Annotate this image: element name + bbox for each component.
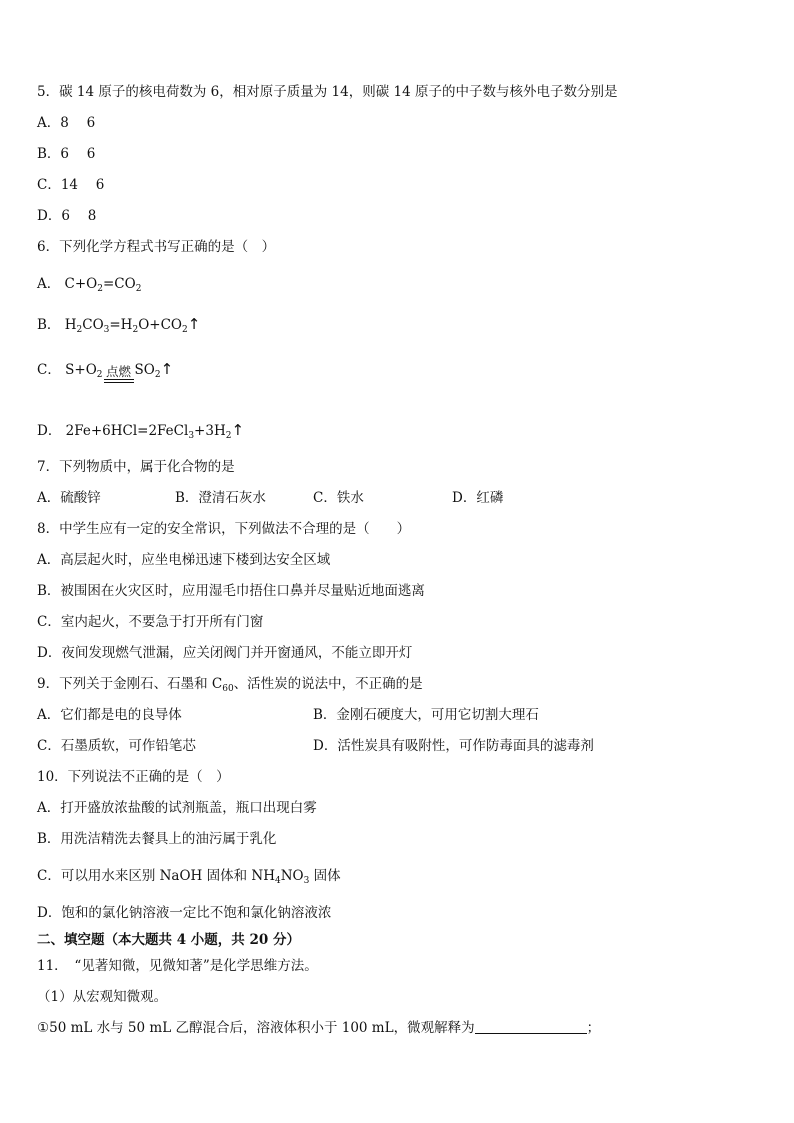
q9-option-c: C．石墨质软，可作铅笔芯 <box>37 738 196 754</box>
q10-option-c: C．可以用水来区别 NaOH 固体和 $NH_4NO_3$ 固体 <box>37 868 341 886</box>
q6-option-c: C． $S+O_2$ 点燃 $SO_2↑$ <box>37 354 173 390</box>
q7-stem: 7．下列物质中，属于化合物的是 <box>37 459 235 475</box>
q9-option-d: D．活性炭具有吸附性，可作防毒面具的滤毒剂 <box>313 738 594 754</box>
q9-stem: 9．下列关于金刚石、石墨和 $C_{60}$、活性炭的说法中，不正确的是 <box>37 676 423 694</box>
q10-stem: 10．下列说法不正确的是（ ） <box>37 769 230 785</box>
reaction-condition: 点燃 <box>104 365 134 389</box>
gas-arrow-icon: ↑ <box>231 421 245 439</box>
double-equals-sign <box>104 379 134 383</box>
q7-option-c: C．铁水 <box>313 490 364 506</box>
answer-blank[interactable] <box>475 1019 587 1034</box>
q6-option-d: D． $2Fe+6HCl=2FeCl_3+3H_2↑$ <box>37 421 245 441</box>
q5-option-b: B．6 6 <box>37 146 96 162</box>
q6-stem: 6．下列化学方程式书写正确的是（ ） <box>37 239 276 255</box>
q8-option-b: B．被围困在火灾区时，应用湿毛巾捂住口鼻并尽量贴近地面逃离 <box>37 583 425 599</box>
gas-arrow-icon: ↑ <box>160 360 174 378</box>
q5-stem: 5．碳 14 原子的核电荷数为 6，相对原子质量为 14，则碳 14 原子的中子数与核外电子数分别是 <box>37 84 618 100</box>
q5-option-d: D．6 8 <box>37 208 97 224</box>
q7-option-d: D．红磷 <box>452 490 504 506</box>
q6-option-a: A． $C+O_2=CO_2$ <box>37 276 142 294</box>
q7-option-a: A．硫酸锌 <box>37 490 101 506</box>
q9-option-b: B．金刚石硬度大，可用它切割大理石 <box>313 707 539 723</box>
q5-option-c: C．14 6 <box>37 177 105 193</box>
q10-option-b: B．用洗洁精洗去餐具上的油污属于乳化 <box>37 831 277 847</box>
q11-stem: 11． “见著知微，见微知著”是化学思维方法。 <box>37 958 318 974</box>
q9-option-a: A．它们都是电的良导体 <box>37 707 182 723</box>
q11-part-1: （1）从宏观知微观。 <box>37 989 168 1005</box>
q10-option-d: D．饱和的氯化钠溶液一定比不饱和氯化钠溶液浓 <box>37 905 332 921</box>
q6-option-b: B． $H_2CO_3=H_2O+CO_2↑$ <box>37 315 201 335</box>
q5-option-a: A．8 6 <box>37 115 96 131</box>
q8-option-a: A．高层起火时，应坐电梯迅速下楼到达安全区域 <box>37 552 331 568</box>
gas-arrow-icon: ↑ <box>187 315 201 333</box>
section-heading: 二、填空题（本大题共 4 小题，共 20 分） <box>37 932 300 948</box>
q10-option-a: A．打开盛放浓盐酸的试剂瓶盖，瓶口出现白雾 <box>37 800 317 816</box>
q8-option-d: D．夜间发现燃气泄漏，应关闭阀门并开窗通风，不能立即开灯 <box>37 645 413 661</box>
q11-item-1: ①50 mL 水与 50 mL 乙醇混合后，溶液体积小于 100 mL，微观解释为 ； <box>37 1020 601 1036</box>
q7-option-b: B．澄清石灰水 <box>175 490 266 506</box>
q8-stem: 8．中学生应有一定的安全常识，下列做法不合理的是（ ） <box>37 521 411 537</box>
q8-option-c: C．室内起火，不要急于打开所有门窗 <box>37 614 264 630</box>
